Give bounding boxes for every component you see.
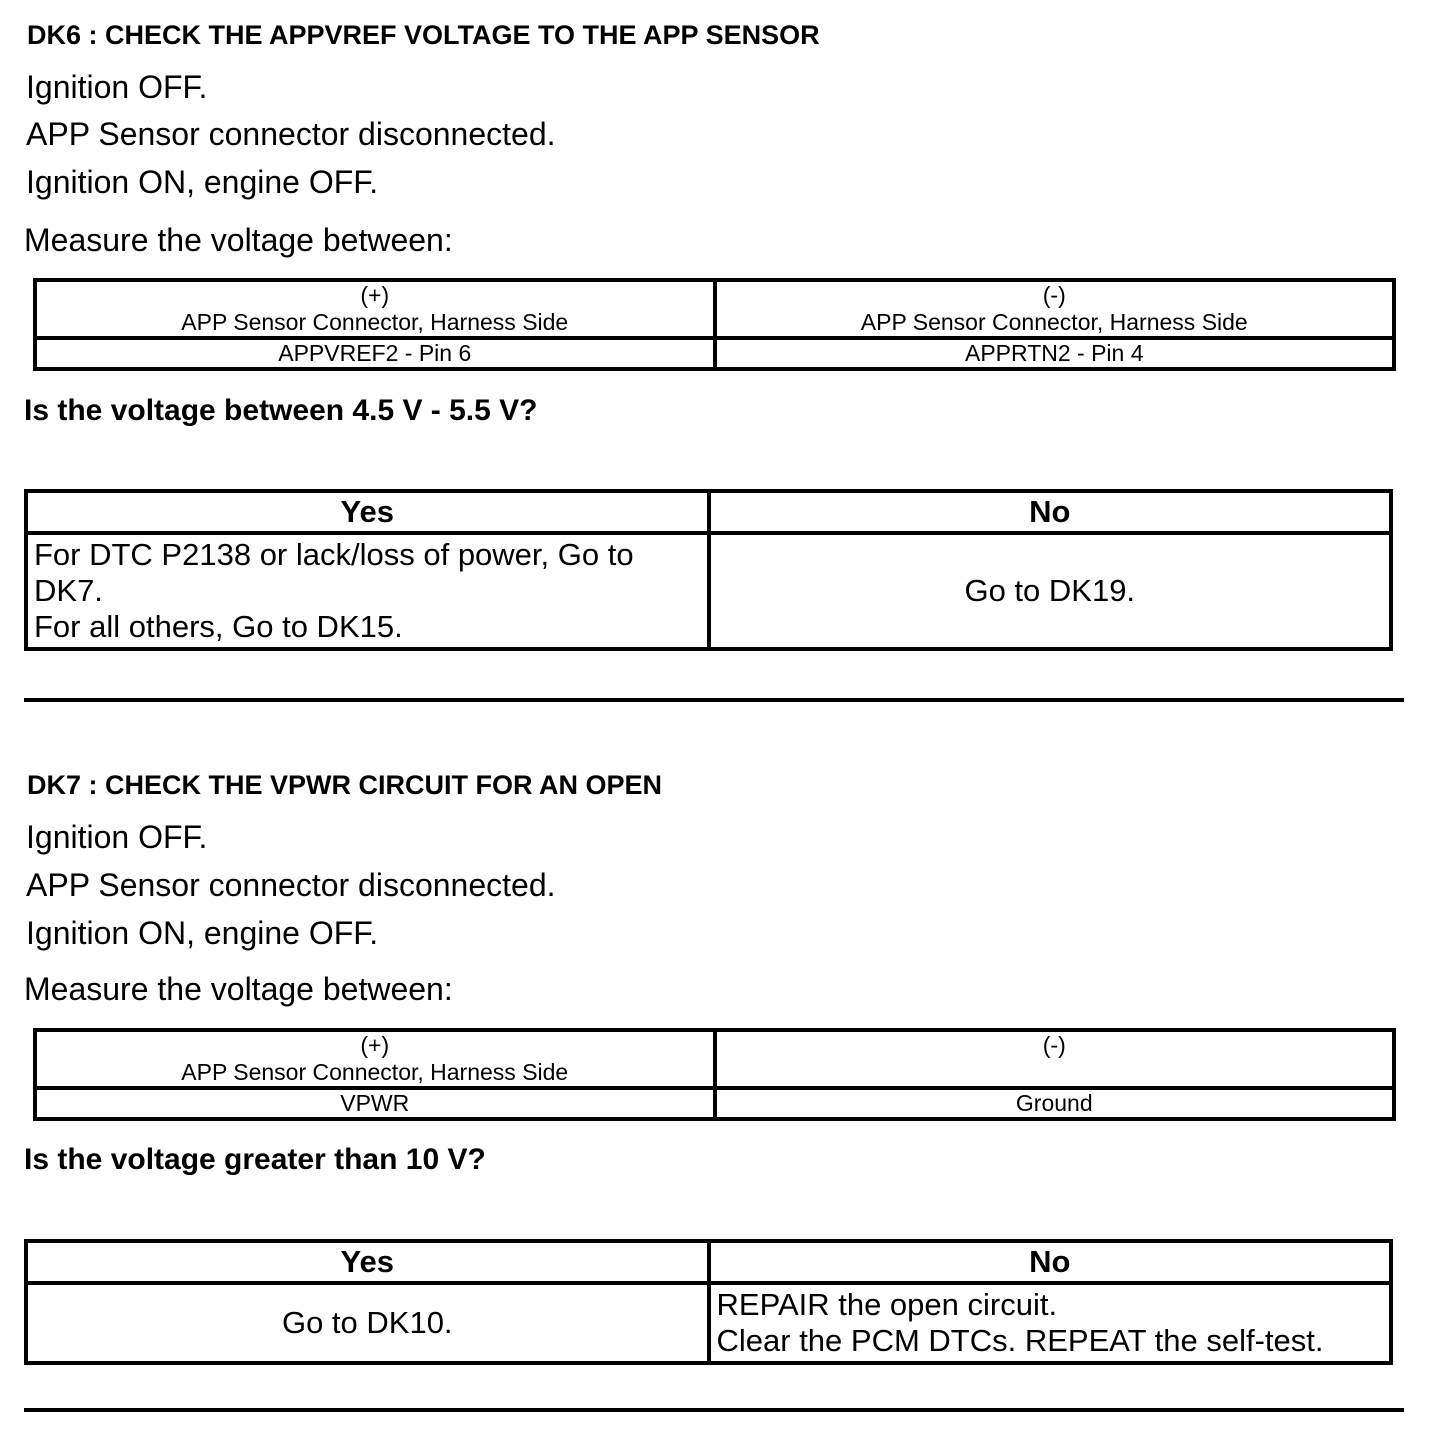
no-cell xyxy=(709,1283,1392,1363)
no-line-2: Clear the PCM DTCs. REPEAT the self-test. xyxy=(716,1323,1324,1358)
measure-label: Measure the voltage between: xyxy=(24,222,453,258)
positive-header: (+) xyxy=(360,282,390,308)
measure-label: Measure the voltage between: xyxy=(24,971,453,1007)
positive-subheader: APP Sensor Connector, Harness Side xyxy=(181,309,569,335)
negative-value: Ground xyxy=(715,1088,1395,1119)
positive-subheader: APP Sensor Connector, Harness Side xyxy=(181,1059,569,1085)
positive-value: VPWR xyxy=(35,1088,715,1119)
positive-header: (+) xyxy=(360,1032,390,1058)
condition-ignition-off: Ignition OFF. xyxy=(26,819,208,855)
condition-ignition-on: Ignition ON, engine OFF. xyxy=(26,164,379,200)
condition-connector-disconnected: APP Sensor connector disconnected. xyxy=(26,116,556,152)
no-cell xyxy=(709,533,1392,649)
negative-header: (-) xyxy=(1042,282,1066,308)
measurement-table-dk7 xyxy=(33,1028,1396,1121)
positive-value: APPVREF2 - Pin 6 xyxy=(35,338,715,369)
question-dk7: Is the voltage greater than 10 V? xyxy=(24,1143,486,1176)
yes-line-1: Go to DK10. xyxy=(281,1305,453,1340)
yes-line-2: For all others, Go to DK15. xyxy=(34,609,403,644)
negative-header: (-) xyxy=(1042,1032,1066,1058)
yes-cell xyxy=(26,1283,709,1363)
yes-header: Yes xyxy=(26,491,709,533)
negative-header-cell xyxy=(715,1030,1395,1088)
condition-connector-disconnected: APP Sensor connector disconnected. xyxy=(26,867,556,903)
section-divider xyxy=(24,698,1404,702)
decision-table-dk7 xyxy=(24,1239,1393,1365)
positive-header-cell xyxy=(35,1030,715,1088)
condition-ignition-off: Ignition OFF. xyxy=(26,69,208,105)
decision-table-dk6 xyxy=(24,489,1393,651)
question-dk6: Is the voltage between 4.5 V - 5.5 V? xyxy=(24,394,538,427)
no-line-1: Go to DK19. xyxy=(964,573,1136,608)
yes-header: Yes xyxy=(26,1241,709,1283)
no-line-1: REPAIR the open circuit. xyxy=(716,1287,1058,1322)
yes-line-1: For DTC P2138 or lack/loss of power, Go to DK7. xyxy=(34,537,634,608)
no-header: No xyxy=(709,491,1392,533)
step-title-dk7: DK7 : CHECK THE VPWR CIRCUIT FOR AN OPEN xyxy=(27,770,663,800)
negative-subheader: APP Sensor Connector, Harness Side xyxy=(860,309,1248,335)
measurement-table-dk6 xyxy=(33,278,1396,371)
yes-cell xyxy=(26,533,709,649)
positive-header-cell xyxy=(35,280,715,338)
negative-header-cell xyxy=(715,280,1395,338)
step-title-dk6: DK6 : CHECK THE APPVREF VOLTAGE TO THE APP SENSOR xyxy=(27,20,820,50)
no-header: No xyxy=(709,1241,1392,1283)
negative-value: APPRTN2 - Pin 4 xyxy=(715,338,1395,369)
section-divider xyxy=(24,1408,1404,1412)
condition-ignition-on: Ignition ON, engine OFF. xyxy=(26,915,379,951)
